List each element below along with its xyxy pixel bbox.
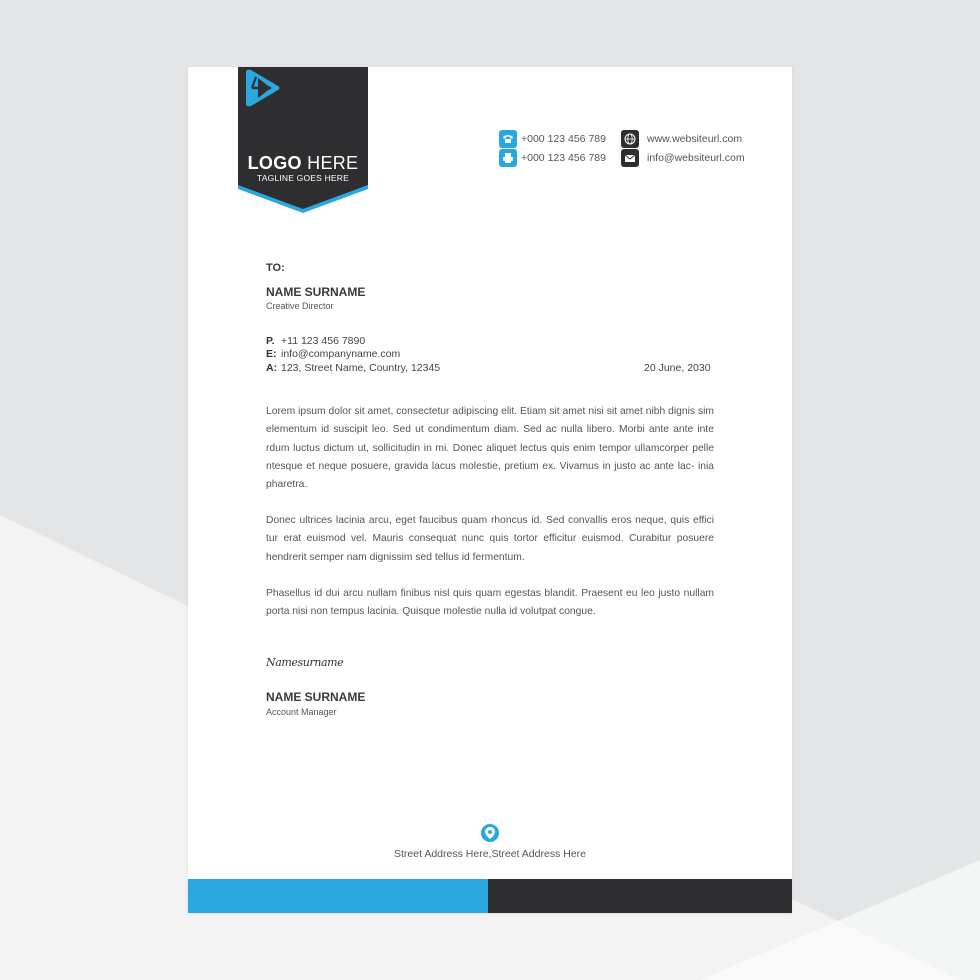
phone-number: +000 123 456 789 [521, 133, 606, 145]
to-label: TO: [266, 262, 285, 274]
logo-word-bold: LOGO [247, 153, 302, 173]
body-paragraph-3: Phasellus id dui arcu nullam finibus nisl quis quam egestas blandit. Praesent eu leo justo nullam porta nisi non tempus lacinia. Quisque molestie nulla id volutpat congue. [266, 588, 714, 618]
footer-address: Street Address Here,Street Address Here [393, 848, 586, 860]
recipient-address-line [266, 362, 440, 374]
globe-icon [621, 130, 639, 148]
signer-name: NAME SURNAME [266, 690, 366, 704]
phone-icon [499, 130, 517, 148]
recipient-address: 123, Street Name, Country, 12345 [281, 362, 441, 374]
footer-bar-blue [188, 879, 488, 913]
logo-badge [238, 67, 368, 215]
body-paragraph-2: Donec ultrices lacinia arcu, eget faucibus quam rhoncus id. Sed convallis eros neque, quis effici tur erat euismod vel. Mauris consequat nunc quis tortor efficitur euismod. Curabitur posuere hendrerit semper nam dignissim sed tellus id fermentum. [266, 515, 714, 563]
letter-date: 20 June, 2030 [644, 362, 711, 374]
triangle-logo-icon [238, 67, 282, 109]
mail-icon [621, 149, 639, 167]
email-label: E: [266, 348, 277, 360]
letterhead-page [188, 67, 792, 913]
fax-number: +000 123 456 789 [521, 152, 606, 164]
footer-bar-dark [488, 879, 792, 913]
phone-label: P. [266, 335, 275, 347]
recipient-phone-line [266, 335, 365, 347]
logo-wordmark [238, 153, 368, 174]
handwritten-signature: Namesurname [266, 656, 344, 669]
logo-word-light: HERE [307, 153, 359, 173]
recipient-email: info@companyname.com [281, 348, 401, 360]
fax-icon [499, 149, 517, 167]
body-paragraph-1: Lorem ipsum dolor sit amet, consectetur adipiscing elit. Etiam sit amet nisi sit amet nibh dignis sim elementum id suscipit leo. Sed ut condimentum diam. Sed ac nulla libero. Morbi ante ante inte rdum luctus dictum ut, sollicitudin in mi. Donec aliquet lectus quis enim tempor ullamcorper pelle ntesque et neque posuere, gravida lacus molestie, pretium ex. Vivamus in justo ac ante lac- inia pharetra. [266, 406, 714, 491]
signer-title: Account Manager [266, 707, 337, 717]
recipient-name: NAME SURNAME [266, 285, 366, 299]
recipient-title: Creative Director [266, 301, 334, 311]
recipient-phone: +11 123 456 7890 [281, 335, 366, 347]
recipient-email-line [266, 348, 400, 360]
email-address: info@websiteurl.com [647, 152, 745, 164]
logo-tagline: TAGLINE GOES HERE [256, 173, 350, 183]
website-url: www.websiteurl.com [647, 133, 743, 145]
address-label: A: [266, 362, 278, 374]
location-pin-icon [481, 824, 499, 842]
